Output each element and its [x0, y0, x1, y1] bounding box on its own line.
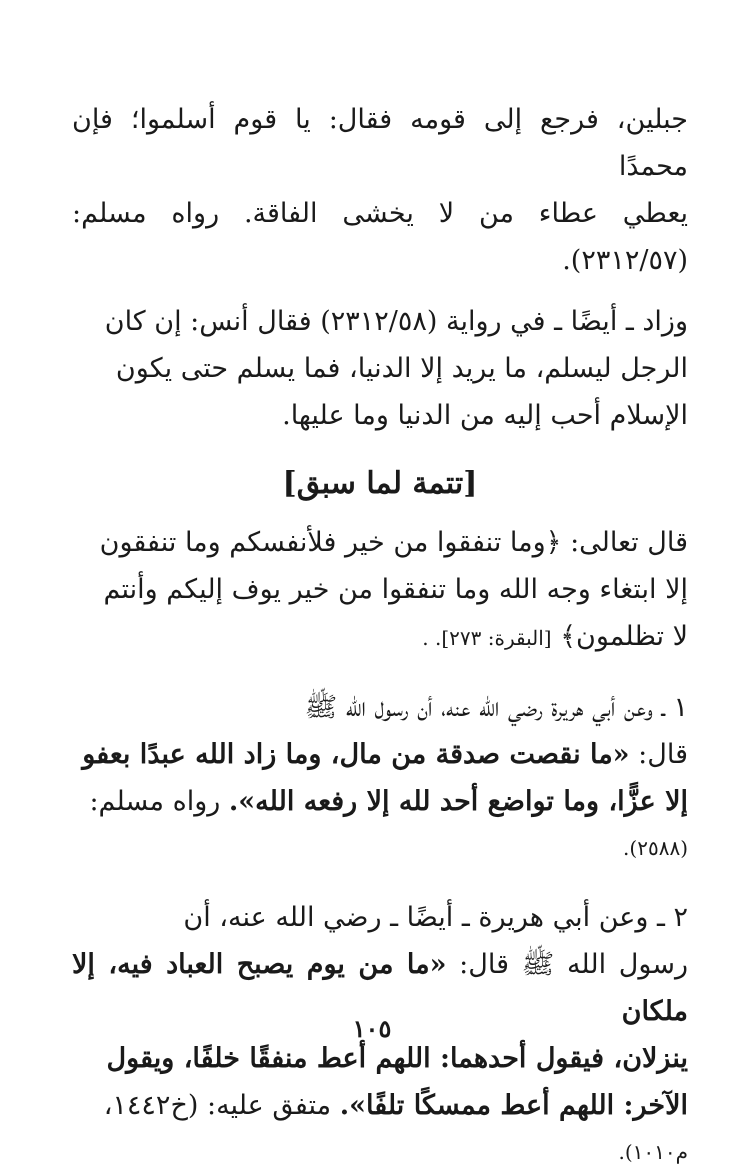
paragraph-2 — [72, 298, 688, 439]
text-line: جبلين، فرجع إلى قومه فقال: يا قوم أسلموا؛ فإن محمدًا — [72, 104, 688, 182]
hadith-text: «ما من يوم يصبح العباد فيه، إلا ملكان — [72, 949, 688, 1027]
hadith-text: ينزلان، فيقول أحدهما: اللهم أعط منفقًا خلفًا، ويقول — [106, 1043, 688, 1074]
hadith-1 — [72, 684, 688, 872]
page-number: ١٠٥ — [352, 1014, 392, 1043]
hadith-text: الآخر: اللهم أعط ممسكًا تلفًا». — [339, 1090, 688, 1121]
verse-intro: قال تعالى: — [561, 527, 688, 558]
text-line: وزاد ـ أيضًا ـ في رواية (٢٣١٢/٥٨) فقال أنس: إن كان — [104, 306, 688, 337]
hadith-text: «ما نقصت صدقة من مال، وما زاد الله عبدًا بعفو — [82, 739, 630, 770]
hadith-source: م١٠١٠). — [618, 1140, 688, 1164]
text-span: قال: — [629, 739, 688, 770]
hadith-source: (٢٥٨٨). — [623, 836, 688, 860]
text-line: الإسلام أحب إليه من الدنيا وما عليها. — [282, 400, 688, 431]
text-line: ١ ـ وعن أبي هريرة رضي الله عنه، أن رسول الله ﷺ — [304, 692, 688, 723]
text-line: ٢ ـ وعن أبي هريرة ـ أيضًا ـ رضي الله عنه، أن — [183, 902, 688, 933]
text-line: الرجل ليسلم، ما يريد إلا الدنيا، فما يسلم حتى يكون — [115, 353, 688, 384]
paragraph-1 — [72, 96, 688, 284]
hadith-text: إلا عزًّا، وما تواضع أحد لله إلا رفعه الله». — [228, 786, 688, 817]
hadith-source: رواه مسلم: — [89, 786, 229, 817]
text-span: رسول الله ﷺ قال: — [446, 949, 688, 980]
hadith-source: متفق عليه: (خ١٤٤٢، — [103, 1090, 340, 1121]
verse-text: إلا ابتغاء وجه الله وما تنفقوا من خير يوف إليكم وأنتم — [103, 574, 688, 605]
section-heading: [تتمة لما سبق] — [282, 466, 478, 501]
text-line: يعطي عطاء من لا يخشى الفاقة. رواه مسلم: (٢٣١٢/٥٧). — [72, 198, 688, 276]
verse-reference: [البقرة: ٢٧٣]. . — [422, 626, 552, 650]
verse-text: ﴿وما تنفقوا من خير فلأنفسكم وما تنفقون — [99, 527, 562, 558]
quran-verse — [72, 519, 688, 662]
verse-text: لا تظلمون﴾ — [560, 621, 688, 652]
